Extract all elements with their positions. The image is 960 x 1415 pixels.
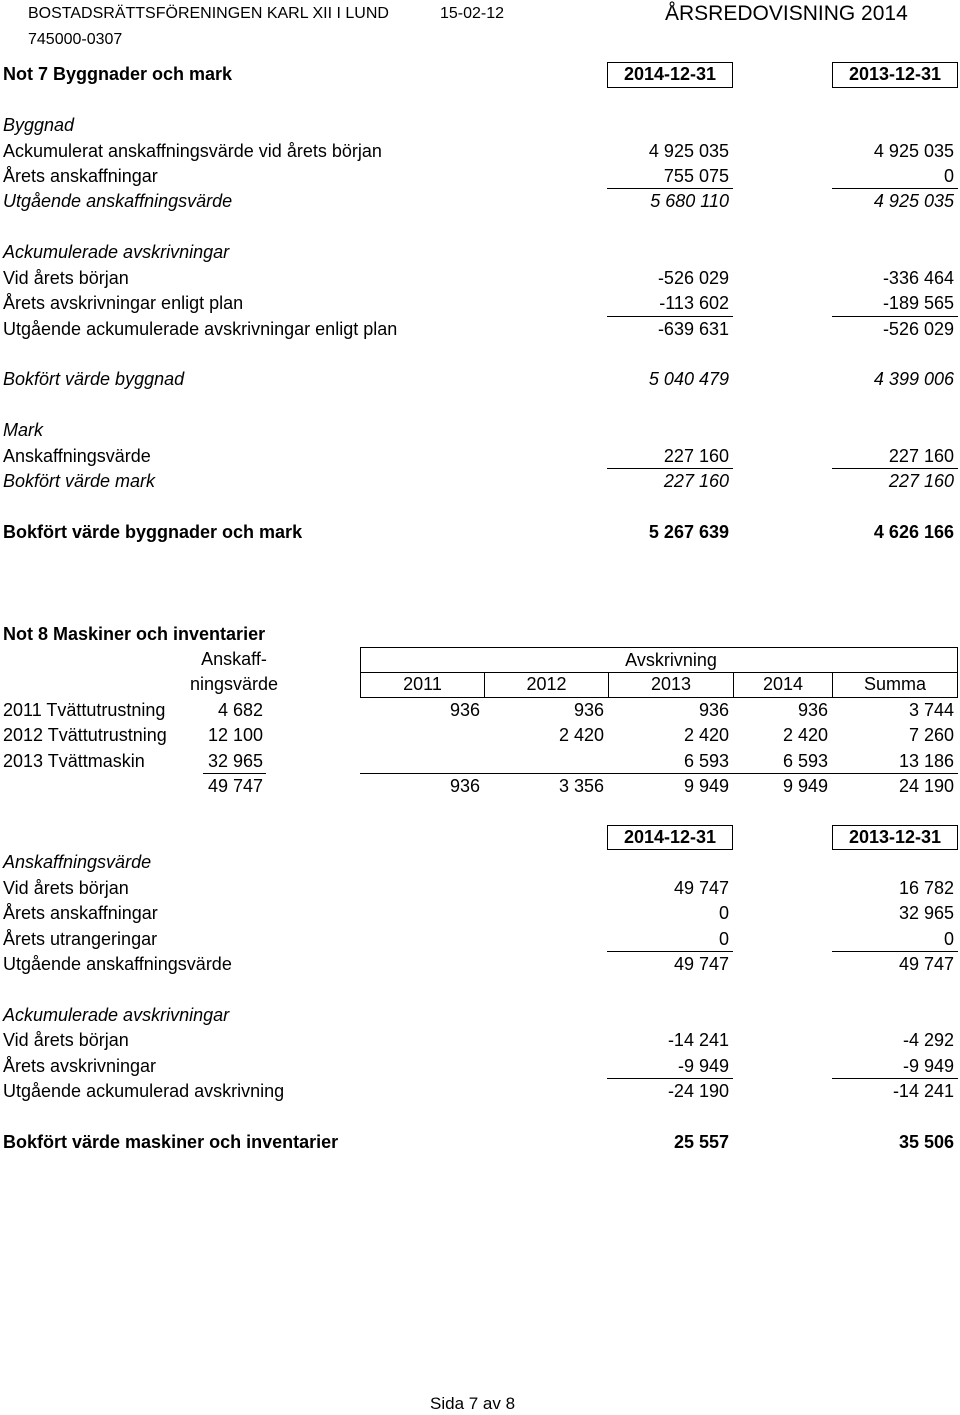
- depreciation-sum: 3 744: [908, 699, 954, 720]
- note8-header-row: [0, 622, 960, 647]
- value-2013: 4 399 006: [873, 369, 954, 390]
- acquisition-header-line2: ningsvärde: [189, 674, 279, 695]
- note8-column-2013: 2013-12-31: [832, 825, 958, 850]
- acquisition-total: 49 747: [207, 776, 263, 797]
- value-2013: 227 160: [888, 471, 954, 492]
- schedule-totals-row: [0, 774, 960, 799]
- value-2014: -526 029: [657, 267, 729, 288]
- blank-row: [0, 1105, 960, 1130]
- value-2013: 35 506: [898, 1132, 954, 1153]
- value-2013: -9 949: [832, 1054, 958, 1079]
- value-2014: 755 075: [607, 164, 733, 189]
- note8-line: [0, 927, 960, 952]
- depreciation-2012-total: 3 356: [558, 776, 604, 797]
- line-label: Vid årets början: [3, 267, 129, 288]
- value-2013: 0: [832, 164, 958, 189]
- blank-row: [0, 342, 960, 367]
- note7-title: Not 7 Byggnader och mark: [3, 64, 233, 85]
- value-2014: 5 040 479: [648, 369, 729, 390]
- depreciation-2012: [484, 749, 608, 774]
- report-title: ÅRSREDOVISNING 2014: [665, 2, 908, 25]
- section-heading-label: Byggnad: [3, 115, 75, 136]
- section-heading-label: Ackumulerade avskrivningar: [3, 1004, 230, 1025]
- schedule-row: [0, 749, 960, 774]
- line-label: Utgående ackumulerade avskrivningar enligt plan: [3, 318, 398, 339]
- value-2013: 32 965: [898, 903, 954, 924]
- note7-column-2013: 2013-12-31: [832, 62, 958, 87]
- note8-line: [0, 952, 960, 977]
- note8-title: Not 8 Maskiner och inventarier: [3, 623, 266, 644]
- line-label: Utgående ackumulerad avskrivning: [3, 1081, 285, 1102]
- line-label: Årets utrangeringar: [3, 928, 158, 949]
- acquisition-value: 4 682: [217, 699, 263, 720]
- depreciation-sum-total: 24 190: [898, 776, 954, 797]
- value-2013: -526 029: [882, 318, 954, 339]
- depreciation-header: Avskrivning: [360, 647, 958, 672]
- blank-row: [0, 977, 960, 1002]
- value-2014: 0: [607, 927, 733, 952]
- note7-total-line: [0, 520, 960, 545]
- value-2013: 4 925 035: [873, 191, 954, 212]
- depreciation-2013: 6 593: [608, 749, 733, 774]
- blank-row: [0, 800, 960, 825]
- note8-line: [0, 1079, 960, 1104]
- blank-row: [0, 393, 960, 418]
- note7-subtotal-line: [0, 189, 960, 214]
- depreciation-2012: 2 420: [558, 725, 604, 746]
- line-label: Bokfört värde byggnader och mark: [3, 521, 303, 542]
- value-2014: 25 557: [673, 1132, 729, 1153]
- line-label: Årets anskaffningar: [3, 903, 158, 924]
- value-2013: 0: [832, 927, 958, 952]
- note7-line: [0, 291, 960, 316]
- year-header-2012: 2012: [484, 672, 608, 697]
- blank-row: [0, 571, 960, 596]
- value-2014: 4 925 035: [648, 140, 729, 161]
- schedule-header-row-2: [0, 672, 960, 697]
- depreciation-2014: 2 420: [782, 725, 828, 746]
- note7-section-heading: [0, 113, 960, 138]
- depreciation-2014-total: 9 949: [782, 776, 828, 797]
- acquisition-value: 32 965: [203, 749, 266, 774]
- line-label: Bokfört värde byggnad: [3, 369, 185, 390]
- section-heading-label: Ackumulerade avskrivningar: [3, 242, 230, 263]
- line-label: Årets anskaffningar: [3, 165, 158, 186]
- blank-row: [0, 545, 960, 570]
- note7-line: [0, 266, 960, 291]
- line-label: Bokfört värde maskiner och inventarier: [3, 1132, 339, 1153]
- note7-line: [0, 317, 960, 342]
- page-number: Sida 7 av 8: [430, 1394, 516, 1413]
- note7-book-value-building: [0, 367, 960, 392]
- value-2013: 49 747: [898, 954, 954, 975]
- note7-book-value-land: [0, 469, 960, 494]
- note8-section-heading: [0, 850, 960, 875]
- note7-column-2014: 2014-12-31: [607, 62, 733, 87]
- schedule-row: [0, 698, 960, 723]
- line-label: Årets avskrivningar: [3, 1055, 157, 1076]
- value-2014: 227 160: [663, 471, 729, 492]
- value-2013: -14 241: [892, 1081, 954, 1102]
- value-2013: -189 565: [832, 291, 958, 316]
- section-heading-label: Mark: [3, 420, 43, 441]
- note7-line: [0, 164, 960, 189]
- note8-section-heading: [0, 1003, 960, 1028]
- line-label: Bokfört värde mark: [3, 471, 156, 492]
- year-header-2011: 2011: [360, 672, 484, 697]
- blank-row: [0, 494, 960, 519]
- value-2014: -639 631: [657, 318, 729, 339]
- value-2014: -14 241: [667, 1030, 729, 1051]
- line-label: Utgående anskaffningsvärde: [3, 191, 233, 212]
- blank-row: [0, 215, 960, 240]
- value-2014: 49 747: [673, 877, 729, 898]
- line-label: Utgående anskaffningsvärde: [3, 954, 232, 975]
- schedule-header-row-1: [0, 647, 960, 672]
- note7-line: [0, 139, 960, 164]
- depreciation-sum: 7 260: [908, 725, 954, 746]
- value-2014: -9 949: [607, 1054, 733, 1079]
- year-header-2014: 2014: [733, 672, 832, 697]
- value-2014: -24 190: [667, 1081, 729, 1102]
- line-label: Anskaffningsvärde: [3, 445, 151, 466]
- acquisition-header-line1: Anskaff-: [201, 649, 267, 669]
- note7-line: [0, 444, 960, 469]
- asset-label: 2013 Tvättmaskin: [3, 750, 145, 771]
- note8-line: [0, 901, 960, 926]
- acquisition-value: 12 100: [207, 725, 263, 746]
- value-2013: -336 464: [882, 267, 954, 288]
- schedule-row: [0, 723, 960, 748]
- depreciation-2011: [360, 749, 484, 774]
- year-header-2013: 2013: [608, 672, 733, 697]
- blank-row: [0, 596, 960, 621]
- value-2013: 4 626 166: [873, 521, 954, 542]
- depreciation-2011: 936: [449, 699, 480, 720]
- value-2014: 5 267 639: [648, 521, 729, 542]
- note8-column-2014: 2014-12-31: [607, 825, 733, 850]
- depreciation-2014: 6 593: [733, 749, 832, 774]
- blank-row: [0, 88, 960, 113]
- document-date: 15-02-12: [440, 5, 505, 22]
- asset-label: 2011 Tvättutrustning: [3, 699, 166, 720]
- sum-header: Summa: [832, 672, 958, 697]
- depreciation-2013: 936: [698, 699, 729, 720]
- note8-line: [0, 876, 960, 901]
- line-label: Ackumulerat anskaffningsvärde vid årets början: [3, 140, 382, 161]
- value-2014: 49 747: [673, 954, 729, 975]
- note8-line: [0, 1054, 960, 1079]
- value-2014: 5 680 110: [650, 191, 729, 212]
- value-2013: -4 292: [902, 1030, 954, 1051]
- depreciation-2014: 936: [797, 699, 828, 720]
- note7-section-heading: [0, 418, 960, 443]
- value-2013: 4 925 035: [873, 140, 954, 161]
- annual-report-sheet: [0, 62, 960, 1155]
- value-2013: 16 782: [898, 877, 954, 898]
- line-label: Vid årets början: [3, 877, 129, 898]
- value-2014: 227 160: [607, 444, 733, 469]
- org-number: 745000-0307: [28, 31, 123, 48]
- note7-section-heading: [0, 240, 960, 265]
- association-name: BOSTADSRÄTTSFÖRENINGEN KARL XII I LUND: [28, 5, 389, 22]
- note8-column-header-row: [0, 825, 960, 850]
- value-2014: -113 602: [607, 291, 733, 316]
- asset-label: 2012 Tvättutrustning: [3, 725, 167, 746]
- note8-line: [0, 1028, 960, 1053]
- value-2013: 227 160: [832, 444, 958, 469]
- depreciation-2013-total: 9 949: [683, 776, 729, 797]
- depreciation-2012: 936: [573, 699, 604, 720]
- depreciation-2011-total: 936: [449, 776, 480, 797]
- value-2014: 0: [718, 903, 729, 924]
- note7-header-row: [0, 62, 960, 87]
- line-label: Vid årets början: [3, 1030, 129, 1051]
- section-heading-label: Anskaffningsvärde: [3, 852, 152, 873]
- line-label: Årets avskrivningar enligt plan: [3, 293, 244, 314]
- depreciation-2013: 2 420: [683, 725, 729, 746]
- note8-total-line: [0, 1130, 960, 1155]
- depreciation-sum: 13 186: [832, 749, 958, 774]
